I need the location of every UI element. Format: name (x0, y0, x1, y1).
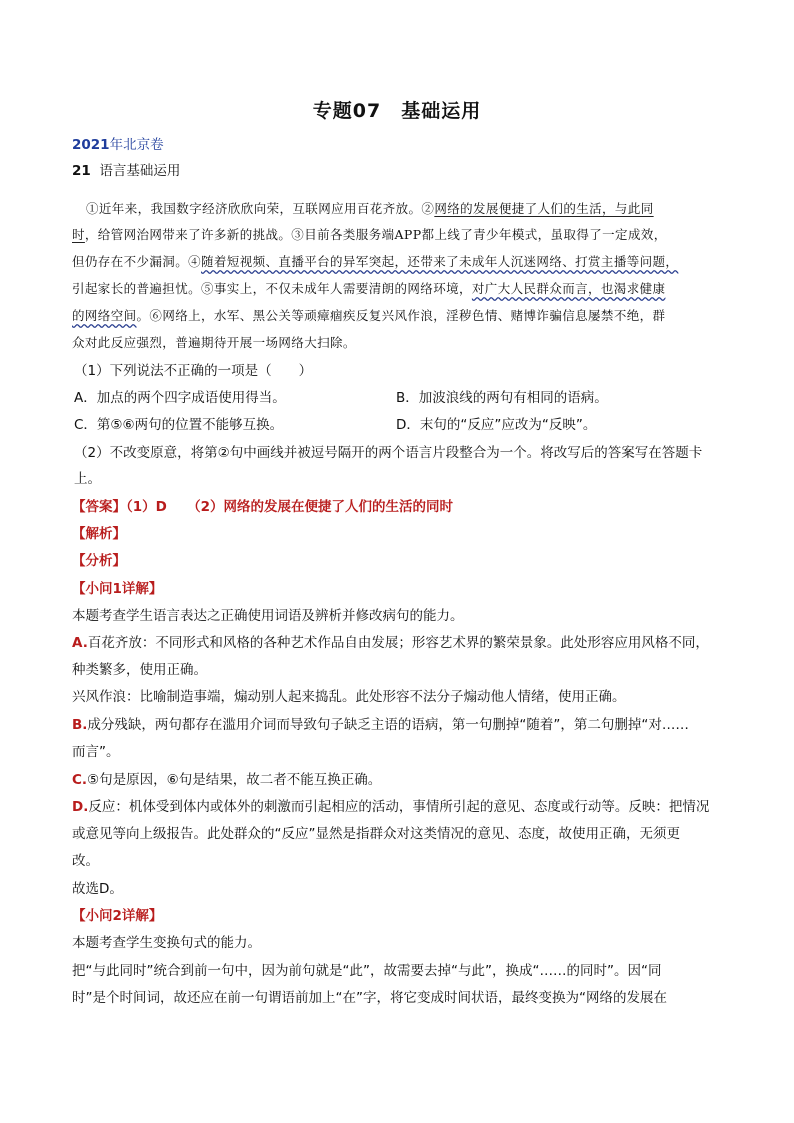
question-number: 21 (72, 163, 91, 179)
explain-c-line-1 (72, 771, 381, 789)
option-label: B. (72, 717, 88, 733)
explain-text: 成分残缺，两句都存在滥用介词而导致句子缺乏主语的语病，第一句删掉“随着”，第二句删掉“对…… (87, 717, 689, 733)
passage-line-2 (72, 226, 667, 244)
wavy-segment: 对广大人民群众而言，也渴求健康 (471, 281, 666, 296)
analysis-tag: 【解析】 (72, 526, 126, 542)
explain-d-line-2: 或意见等向上级报告。此处群众的“反应”显然是指群众对这类情况的意见、态度，故使用正确，无须更 (72, 826, 680, 842)
answer-tag: 【答案】 (72, 499, 126, 515)
explain-text: 反应：机体受到体内或体外的刺激而引起相应的活动，事情所引起的意见、态度或行动等。反映：把情况 (88, 799, 710, 815)
option-label: A. (72, 635, 88, 651)
passage-line-1 (86, 200, 654, 218)
choice-conclusion: 故选D。 (72, 881, 123, 897)
answer-line (72, 498, 453, 516)
explain-b-line-1 (72, 716, 689, 734)
answer-text: （1）D （2）网络的发展在便捷了人们的生活的同时 (126, 499, 453, 515)
explain-text: 百花齐放：不同形式和风格的各种艺术作品自由发展；形容艺术界的繁荣景象。此处形容应用风格不同， (87, 635, 709, 651)
subquestion-1-intro: 本题考查学生语言表达之正确使用词语及辨析并修改病句的能力。 (72, 608, 464, 624)
passage-text: 引起家长的普遍担忧。⑤事实上，不仅未成年人需要清朗的网络环境， (72, 281, 472, 296)
option-label: C. (72, 772, 88, 788)
passage-line-6 (72, 334, 356, 352)
page-title: 专题07 基础运用 (312, 100, 482, 122)
passage-text: 。⑥网络上，水军、黑公关等顽瘴痼疾反复兴风作浪，淫秽色情、赌博诈骗信息屡禁不绝，群 (136, 308, 666, 323)
fenxi-tag: 【分析】 (72, 553, 126, 569)
option-label: D. (72, 799, 89, 815)
explain-a-line-1 (72, 634, 709, 652)
underlined-segment: 网络的发展便捷了人们的生活，与此同 (434, 201, 654, 216)
passage-text: ①近年来，我国数字经济欣欣向荣，互联网应用百花齐放。② (86, 201, 435, 216)
option-b: B．加波浪线的两句有相同的语病。 (396, 390, 608, 406)
option-a: A．加点的两个四字成语使用得当。 (74, 390, 286, 406)
question-heading (72, 162, 180, 180)
source-year: 2021 (72, 137, 110, 153)
subquestion-2-tag: 【小问2详解】 (72, 908, 163, 924)
explain-text: ⑤句是原因，⑥句是结果，故二者不能互换正确。 (87, 772, 382, 788)
passage-text: 众对此反应强烈，普遍期待开展一场网络大扫除。 (72, 335, 356, 350)
subquestion-2-line-1: 把“与此同时”统合到前一句中，因为前句就是“此”，故需要去掉“与此”，换成“……的同时”。因“同 (72, 963, 662, 979)
passage-line-5 (72, 307, 665, 325)
source-label: 年北京卷 (109, 137, 164, 153)
subquestion-2-line-2: 时”是个时间词，故还应在前一句谓语前加上“在”字，将它变成时间状语，最终变换为“网络的发展在 (72, 990, 667, 1006)
underlined-segment: 时 (72, 227, 85, 242)
explain-d-line-1 (72, 798, 709, 816)
question-2-line-2: 上。 (74, 471, 101, 487)
explain-a-line-2: 种类繁多，使用正确。 (72, 662, 207, 678)
question-2-line-1: （2）不改变原意，将第②句中画线并被逗号隔开的两个语言片段整合为一个。将改写后的答案写在答题卡 (74, 445, 703, 461)
passage-text: 但仍存在不少漏洞。④ (72, 254, 202, 269)
wavy-segment: 的网络空间 (72, 308, 137, 323)
question-title: 语言基础运用 (99, 163, 181, 179)
passage-line-3 (72, 253, 678, 271)
explain-b-line-2: 而言”。 (72, 744, 120, 760)
explain-a-line-3: 兴风作浪：比喻制造事端，煽动别人起来捣乱。此处形容不法分子煽动他人情绪，使用正确。 (72, 689, 626, 705)
wavy-segment: 随着短视频、直播平台的异军突起，还带来了未成年人沉迷网络、打赏主播等问题， (201, 254, 679, 269)
explain-d-line-3: 改。 (72, 853, 99, 869)
passage-line-4 (72, 280, 665, 298)
passage-text: ，给管网治网带来了许多新的挑战。③目前各类服务端APP都上线了青少年模式，虽取得了一定成效， (84, 227, 667, 242)
question-1: （1）下列说法不正确的一项是（ ） (74, 363, 313, 379)
subquestion-2-intro: 本题考查学生变换句式的能力。 (72, 935, 261, 951)
subquestion-1-tag: 【小问1详解】 (72, 581, 163, 597)
option-c: C．第⑤⑥两句的位置不能够互换。 (74, 417, 284, 433)
option-d: D．末句的“反应”应改为“反映”。 (396, 417, 597, 433)
source-line (72, 136, 164, 154)
